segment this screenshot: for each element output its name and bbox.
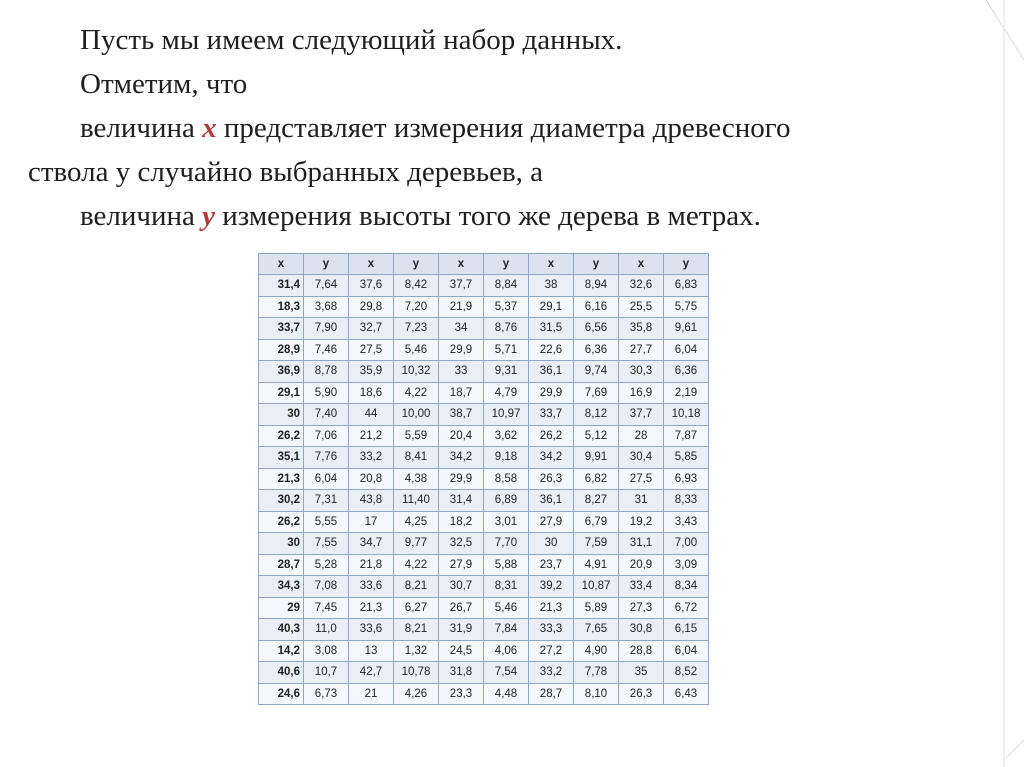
table-cell: 7,84 bbox=[484, 619, 529, 641]
table-cell: 31,4 bbox=[259, 275, 304, 297]
table-cell: 10,32 bbox=[394, 361, 439, 383]
table-cell: 8,76 bbox=[484, 318, 529, 340]
table-cell: 5,59 bbox=[394, 425, 439, 447]
table-cell: 40,3 bbox=[259, 619, 304, 641]
table-cell: 32,7 bbox=[349, 318, 394, 340]
table-cell: 44 bbox=[349, 404, 394, 426]
table-row bbox=[259, 662, 709, 684]
table-cell: 32,5 bbox=[439, 533, 484, 555]
table-row bbox=[259, 296, 709, 318]
table-cell: 6,82 bbox=[574, 468, 619, 490]
table-cell: 18,7 bbox=[439, 382, 484, 404]
table-cell: 4,91 bbox=[574, 554, 619, 576]
table-cell: 9,77 bbox=[394, 533, 439, 555]
text-line-3 bbox=[28, 106, 988, 150]
table-cell: 25,5 bbox=[619, 296, 664, 318]
table-cell: 4,06 bbox=[484, 640, 529, 662]
table-cell: 7,76 bbox=[304, 447, 349, 469]
column-header: x bbox=[349, 254, 394, 275]
table-row bbox=[259, 533, 709, 555]
table-cell: 34,7 bbox=[349, 533, 394, 555]
table-cell: 33,6 bbox=[349, 576, 394, 598]
table-cell: 7,65 bbox=[574, 619, 619, 641]
column-header: y bbox=[574, 254, 619, 275]
table-cell: 18,3 bbox=[259, 296, 304, 318]
table-cell: 7,54 bbox=[484, 662, 529, 684]
table-cell: 21,3 bbox=[259, 468, 304, 490]
column-header: x bbox=[439, 254, 484, 275]
table-cell: 4,22 bbox=[394, 382, 439, 404]
table-cell: 27,2 bbox=[529, 640, 574, 662]
table-row bbox=[259, 318, 709, 340]
table-cell: 8,94 bbox=[574, 275, 619, 297]
table-cell: 9,61 bbox=[664, 318, 709, 340]
table-cell: 23,7 bbox=[529, 554, 574, 576]
table-cell: 27,9 bbox=[529, 511, 574, 533]
table-cell: 7,59 bbox=[574, 533, 619, 555]
table-cell: 30 bbox=[259, 404, 304, 426]
table-cell: 21,3 bbox=[349, 597, 394, 619]
table-cell: 7,46 bbox=[304, 339, 349, 361]
table-cell: 24,6 bbox=[259, 683, 304, 705]
column-header: y bbox=[394, 254, 439, 275]
table-cell: 8,41 bbox=[394, 447, 439, 469]
table-cell: 30,7 bbox=[439, 576, 484, 598]
table-cell: 33,2 bbox=[529, 662, 574, 684]
table-cell: 14,2 bbox=[259, 640, 304, 662]
column-header: x bbox=[259, 254, 304, 275]
table-cell: 35,9 bbox=[349, 361, 394, 383]
table-cell: 29,9 bbox=[439, 339, 484, 361]
table-cell: 21,8 bbox=[349, 554, 394, 576]
table-cell: 5,37 bbox=[484, 296, 529, 318]
table-row bbox=[259, 447, 709, 469]
table-cell: 24,5 bbox=[439, 640, 484, 662]
table-cell: 4,79 bbox=[484, 382, 529, 404]
table-cell: 27,3 bbox=[619, 597, 664, 619]
table-cell: 4,25 bbox=[394, 511, 439, 533]
table-cell: 6,04 bbox=[664, 339, 709, 361]
table-cell: 31 bbox=[619, 490, 664, 512]
table-cell: 21 bbox=[349, 683, 394, 705]
table-cell: 30 bbox=[529, 533, 574, 555]
table-cell: 10,18 bbox=[664, 404, 709, 426]
table-cell: 1,32 bbox=[394, 640, 439, 662]
table-cell: 29,8 bbox=[349, 296, 394, 318]
table-row bbox=[259, 468, 709, 490]
table-cell: 34,2 bbox=[529, 447, 574, 469]
table-cell: 31,5 bbox=[529, 318, 574, 340]
table-cell: 27,5 bbox=[619, 468, 664, 490]
table-cell: 7,06 bbox=[304, 425, 349, 447]
table-cell: 7,45 bbox=[304, 597, 349, 619]
table-row bbox=[259, 640, 709, 662]
table-cell: 28,9 bbox=[259, 339, 304, 361]
table-cell: 21,2 bbox=[349, 425, 394, 447]
table-cell: 4,48 bbox=[484, 683, 529, 705]
table-cell: 31,1 bbox=[619, 533, 664, 555]
table-cell: 29,9 bbox=[439, 468, 484, 490]
table-cell: 17 bbox=[349, 511, 394, 533]
table-cell: 7,69 bbox=[574, 382, 619, 404]
table-cell: 5,55 bbox=[304, 511, 349, 533]
table-cell: 5,85 bbox=[664, 447, 709, 469]
text-line-5 bbox=[28, 194, 988, 238]
table-cell: 8,21 bbox=[394, 619, 439, 641]
table-cell: 39,2 bbox=[529, 576, 574, 598]
table-cell: 31,8 bbox=[439, 662, 484, 684]
table-row bbox=[259, 339, 709, 361]
text-line-2: Отметим, что bbox=[80, 68, 248, 100]
table-row bbox=[259, 683, 709, 705]
table-cell: 43,8 bbox=[349, 490, 394, 512]
table-cell: 3,62 bbox=[484, 425, 529, 447]
table-cell: 6,93 bbox=[664, 468, 709, 490]
table-cell: 18,6 bbox=[349, 382, 394, 404]
table-cell: 5,75 bbox=[664, 296, 709, 318]
table-cell: 7,78 bbox=[574, 662, 619, 684]
table-cell: 4,38 bbox=[394, 468, 439, 490]
table-row bbox=[259, 425, 709, 447]
table-cell: 34,3 bbox=[259, 576, 304, 598]
table-cell: 6,04 bbox=[304, 468, 349, 490]
table-cell: 10,7 bbox=[304, 662, 349, 684]
table-cell: 28,7 bbox=[259, 554, 304, 576]
table-cell: 6,83 bbox=[664, 275, 709, 297]
table-cell: 16,9 bbox=[619, 382, 664, 404]
table-cell: 33,7 bbox=[529, 404, 574, 426]
table-cell: 6,04 bbox=[664, 640, 709, 662]
table-cell: 29 bbox=[259, 597, 304, 619]
table-cell: 5,28 bbox=[304, 554, 349, 576]
table-cell: 7,40 bbox=[304, 404, 349, 426]
table-cell: 10,00 bbox=[394, 404, 439, 426]
table-cell: 20,8 bbox=[349, 468, 394, 490]
table-cell: 6,43 bbox=[664, 683, 709, 705]
table-cell: 36,1 bbox=[529, 490, 574, 512]
table-cell: 7,55 bbox=[304, 533, 349, 555]
table-cell: 7,70 bbox=[484, 533, 529, 555]
table-cell: 37,7 bbox=[439, 275, 484, 297]
table-cell: 26,2 bbox=[529, 425, 574, 447]
table-cell: 23,3 bbox=[439, 683, 484, 705]
table-cell: 20,4 bbox=[439, 425, 484, 447]
table-cell: 5,46 bbox=[484, 597, 529, 619]
table-cell: 26,2 bbox=[259, 511, 304, 533]
table-cell: 9,91 bbox=[574, 447, 619, 469]
text-line-4: ствола у случайно выбранных деревьев, а bbox=[28, 156, 544, 188]
table-cell: 33,3 bbox=[529, 619, 574, 641]
table-cell: 20,9 bbox=[619, 554, 664, 576]
table-cell: 35 bbox=[619, 662, 664, 684]
table-row bbox=[259, 382, 709, 404]
table-cell: 19,2 bbox=[619, 511, 664, 533]
table-cell: 4,90 bbox=[574, 640, 619, 662]
table-cell: 38,7 bbox=[439, 404, 484, 426]
table-cell: 8,33 bbox=[664, 490, 709, 512]
table-cell: 30,4 bbox=[619, 447, 664, 469]
table-cell: 27,9 bbox=[439, 554, 484, 576]
table-cell: 6,36 bbox=[664, 361, 709, 383]
table-cell: 9,74 bbox=[574, 361, 619, 383]
table-cell: 28 bbox=[619, 425, 664, 447]
table-cell: 31,4 bbox=[439, 490, 484, 512]
table-cell: 8,78 bbox=[304, 361, 349, 383]
table-row bbox=[259, 275, 709, 297]
table-cell: 8,42 bbox=[394, 275, 439, 297]
table-cell: 6,72 bbox=[664, 597, 709, 619]
table-cell: 8,21 bbox=[394, 576, 439, 598]
text-line-3-start: величина bbox=[80, 112, 203, 144]
table-cell: 22,6 bbox=[529, 339, 574, 361]
text-line-5-start: величина bbox=[80, 200, 203, 232]
table-cell: 3,43 bbox=[664, 511, 709, 533]
column-header: y bbox=[484, 254, 529, 275]
column-header: x bbox=[619, 254, 664, 275]
table-cell: 4,22 bbox=[394, 554, 439, 576]
table-cell: 7,20 bbox=[394, 296, 439, 318]
table-cell: 8,58 bbox=[484, 468, 529, 490]
table-cell: 29,1 bbox=[529, 296, 574, 318]
table-cell: 28,7 bbox=[529, 683, 574, 705]
text-line-3-end: представляет измерения диаметра древесного bbox=[216, 112, 791, 144]
table-cell: 30,3 bbox=[619, 361, 664, 383]
table-row bbox=[259, 490, 709, 512]
table-cell: 3,09 bbox=[664, 554, 709, 576]
table-cell: 5,12 bbox=[574, 425, 619, 447]
table-cell: 29,9 bbox=[529, 382, 574, 404]
table-cell: 5,71 bbox=[484, 339, 529, 361]
table-cell: 30 bbox=[259, 533, 304, 555]
table-row bbox=[259, 619, 709, 641]
table-cell: 3,01 bbox=[484, 511, 529, 533]
data-table bbox=[258, 253, 709, 705]
table-cell: 21,3 bbox=[529, 597, 574, 619]
table-cell: 37,7 bbox=[619, 404, 664, 426]
table-cell: 8,34 bbox=[664, 576, 709, 598]
table-cell: 35,8 bbox=[619, 318, 664, 340]
column-header: y bbox=[304, 254, 349, 275]
table-row bbox=[259, 404, 709, 426]
table-cell: 6,27 bbox=[394, 597, 439, 619]
column-header: x bbox=[529, 254, 574, 275]
table-cell: 42,7 bbox=[349, 662, 394, 684]
table-cell: 33,6 bbox=[349, 619, 394, 641]
table-cell: 31,9 bbox=[439, 619, 484, 641]
table-row bbox=[259, 576, 709, 598]
table-cell: 8,31 bbox=[484, 576, 529, 598]
table-cell: 8,27 bbox=[574, 490, 619, 512]
table-cell: 10,78 bbox=[394, 662, 439, 684]
table-cell: 6,79 bbox=[574, 511, 619, 533]
table-cell: 5,88 bbox=[484, 554, 529, 576]
table-cell: 6,36 bbox=[574, 339, 619, 361]
table-cell: 5,89 bbox=[574, 597, 619, 619]
table-cell: 29,1 bbox=[259, 382, 304, 404]
table-cell: 6,89 bbox=[484, 490, 529, 512]
table-cell: 10,97 bbox=[484, 404, 529, 426]
table-cell: 6,15 bbox=[664, 619, 709, 641]
table-cell: 7,64 bbox=[304, 275, 349, 297]
variable-y: y bbox=[202, 200, 216, 232]
table-cell: 35,1 bbox=[259, 447, 304, 469]
table-cell: 3,68 bbox=[304, 296, 349, 318]
table-cell: 36,9 bbox=[259, 361, 304, 383]
table-cell: 6,73 bbox=[304, 683, 349, 705]
table-row bbox=[259, 361, 709, 383]
table-row bbox=[259, 554, 709, 576]
table-cell: 7,00 bbox=[664, 533, 709, 555]
table-cell: 13 bbox=[349, 640, 394, 662]
table-cell: 7,90 bbox=[304, 318, 349, 340]
table-cell: 4,26 bbox=[394, 683, 439, 705]
text-line-1: Пусть мы имеем следующий набор данных. bbox=[80, 24, 623, 56]
table-cell: 26,2 bbox=[259, 425, 304, 447]
table-cell: 10,87 bbox=[574, 576, 619, 598]
table-row bbox=[259, 597, 709, 619]
table-cell: 28,8 bbox=[619, 640, 664, 662]
table-cell: 37,6 bbox=[349, 275, 394, 297]
table-cell: 6,56 bbox=[574, 318, 619, 340]
table-header-row bbox=[259, 254, 709, 275]
table-cell: 9,18 bbox=[484, 447, 529, 469]
table-cell: 7,31 bbox=[304, 490, 349, 512]
table-cell: 6,16 bbox=[574, 296, 619, 318]
slide-text bbox=[28, 18, 988, 238]
table-cell: 33,2 bbox=[349, 447, 394, 469]
variable-x: x bbox=[202, 112, 217, 144]
text-line-5-end: измерения высоты того же дерева в метрах. bbox=[215, 200, 761, 232]
table-cell: 21,9 bbox=[439, 296, 484, 318]
column-header: y bbox=[664, 254, 709, 275]
table-cell: 5,46 bbox=[394, 339, 439, 361]
table-cell: 7,23 bbox=[394, 318, 439, 340]
table-cell: 8,12 bbox=[574, 404, 619, 426]
table-cell: 27,5 bbox=[349, 339, 394, 361]
table-cell: 40,6 bbox=[259, 662, 304, 684]
table-cell: 26,7 bbox=[439, 597, 484, 619]
table-cell: 33 bbox=[439, 361, 484, 383]
table-cell: 7,87 bbox=[664, 425, 709, 447]
table-cell: 34,2 bbox=[439, 447, 484, 469]
table-cell: 33,4 bbox=[619, 576, 664, 598]
table-cell: 33,7 bbox=[259, 318, 304, 340]
table-cell: 26,3 bbox=[619, 683, 664, 705]
table-cell: 34 bbox=[439, 318, 484, 340]
table-cell: 11,40 bbox=[394, 490, 439, 512]
table-cell: 30,2 bbox=[259, 490, 304, 512]
table-cell: 3,08 bbox=[304, 640, 349, 662]
table-row bbox=[259, 511, 709, 533]
table-cell: 5,90 bbox=[304, 382, 349, 404]
table-cell: 18,2 bbox=[439, 511, 484, 533]
table-cell: 2,19 bbox=[664, 382, 709, 404]
table-cell: 8,52 bbox=[664, 662, 709, 684]
table-cell: 7,08 bbox=[304, 576, 349, 598]
table-cell: 8,10 bbox=[574, 683, 619, 705]
table-cell: 38 bbox=[529, 275, 574, 297]
table-cell: 8,84 bbox=[484, 275, 529, 297]
table-cell: 27,7 bbox=[619, 339, 664, 361]
table-cell: 26,3 bbox=[529, 468, 574, 490]
table-cell: 9,31 bbox=[484, 361, 529, 383]
table-cell: 30,8 bbox=[619, 619, 664, 641]
table-cell: 36,1 bbox=[529, 361, 574, 383]
table-cell: 32,6 bbox=[619, 275, 664, 297]
table-cell: 11,0 bbox=[304, 619, 349, 641]
